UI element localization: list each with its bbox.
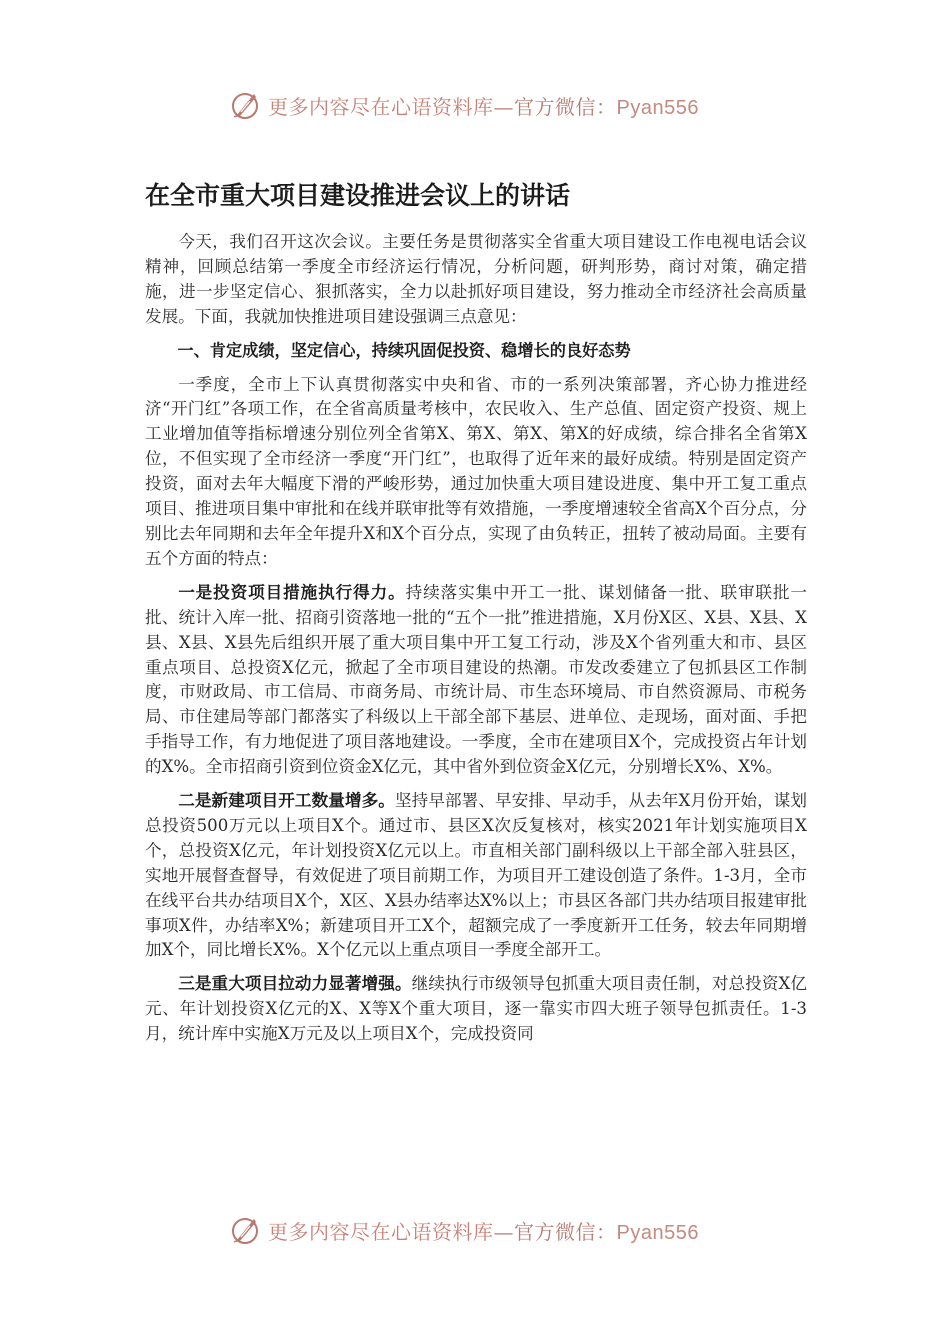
watermark-banner-bottom: [228, 1210, 699, 1250]
point-body-3: 继续执行市级领导包抓重大项目责任制，对总投资X亿元、年计划投资X亿元的X、X等X个重大项目，逐一靠实市四大班子领导包抓责任。1-3月，统计库中实施X万元及以上项目X个，完成投资同: [145, 974, 808, 1044]
watermark-banner-top: [228, 85, 699, 125]
point-lead-3: 三是重大项目拉动力显著增强。: [178, 974, 412, 994]
watermark-text: 更多内容尽在心语资料库—官方微信：Pyan556: [268, 1219, 699, 1244]
watermark-text: 更多内容尽在心语资料库—官方微信：Pyan556: [268, 94, 699, 119]
section-heading: 一、肯定成绩，坚定信心，持续巩固促投资、稳增长的良好态势: [177, 340, 631, 360]
point-paragraph-1: [145, 581, 807, 780]
quill-pen-circle-icon: [228, 88, 262, 122]
quill-pen-circle-icon: [228, 1213, 262, 1247]
point-lead-1: 一是投资项目措施执行得力。: [178, 582, 406, 602]
point-body-1: 持续落实集中开工一批、谋划储备一批、联审联批一批、统计入库一批、招商引资落地一批的“五个一批”推进措施，X月份X区、X县、X县、X县、X县、X县先后组织开展了重大项目集中开工复工行动，涉及X个省列重大和市、县区重点项目、总投资X亿元，掀起了全市项目建设的热潮。市发改委建立了包抓县区工作制度，市财政局、市工信局、市商务局、市统计局、市生态环境局、市自然资源局、市税务局、市住建局等部门都落实了科级以上干部全部下基层、进单位、走现场，面对面、手把手指导工作，有力地促进了项目落地建设。一季度，全市在建项目X个，完成投资占年计划的X%。全市招商引资到位资金X亿元，其中省外到位资金X亿元，分别增长X%、X%。: [145, 582, 808, 777]
point-lead-2: 二是新建项目开工数量增多。: [178, 791, 395, 811]
section-paragraph: 一季度，全市上下认真贯彻落实中央和省、市的一系列决策部署，齐心协力推进经济“开门红”各项工作，在全省高质量考核中，农民收入、生产总值、固定资产投资、规上工业增加值等指标增速分别位列全省第X、第X、第X、第X的好成绩，综合排名全省第X位，不但实现了全市经济一季度“开门红”，也取得了近年来的最好成绩。特别是固定资产投资，面对去年大幅度下滑的严峻形势，通过加快重大项目建设进度、集中开工复工重点项目、推进项目集中审批和在线并联审批等有效措施，一季度增速较全省高X个百分点，分别比去年同期和去年全年提升X和X个百分点，实现了由负转正，扭转了被动局面。主要有五个方面的特点：: [145, 374, 807, 568]
intro-paragraph: 今天，我们召开这次会议。主要任务是贯彻落实全省重大项目建设工作电视电话会议精神，回顾总结第一季度全市经济运行情况，分析问题，研判形势，商讨对策，确定措施，进一步坚定信心、狠抓落实，全力以赴抓好项目建设，努力推动全市经济社会高质量发展。下面，我就加快推进项目建设强调三点意见：: [145, 232, 807, 326]
point-paragraph-3: [145, 972, 807, 1047]
document-body: [145, 230, 807, 1047]
point-paragraph-2: [145, 789, 807, 963]
document-title: 在全市重大项目建设推进会议上的讲话: [145, 181, 571, 210]
point-body-2: 坚持早部署、早安排、早动手，从去年X月份开始，谋划总投资500万元以上项目X个。通过市、县区X次反复核对，核实2021年计划实施项目X个，总投资X亿元，年计划投资X亿元以上。市直相关部门副科级以上干部全部入驻县区，实地开展督查督导，有效促进了项目前期工作，为项目开工建设创造了条件。1-3月，全市在线平台共办结项目X个，X区、X县办结率达X%以上；市县区各部门共办结项目报建审批事项X件，办结率X%；新建项目开工X个，超额完成了一季度新开工任务，较去年同期增加X个，同比增长X%。X个亿元以上重点项目一季度全部开工。: [145, 791, 808, 960]
